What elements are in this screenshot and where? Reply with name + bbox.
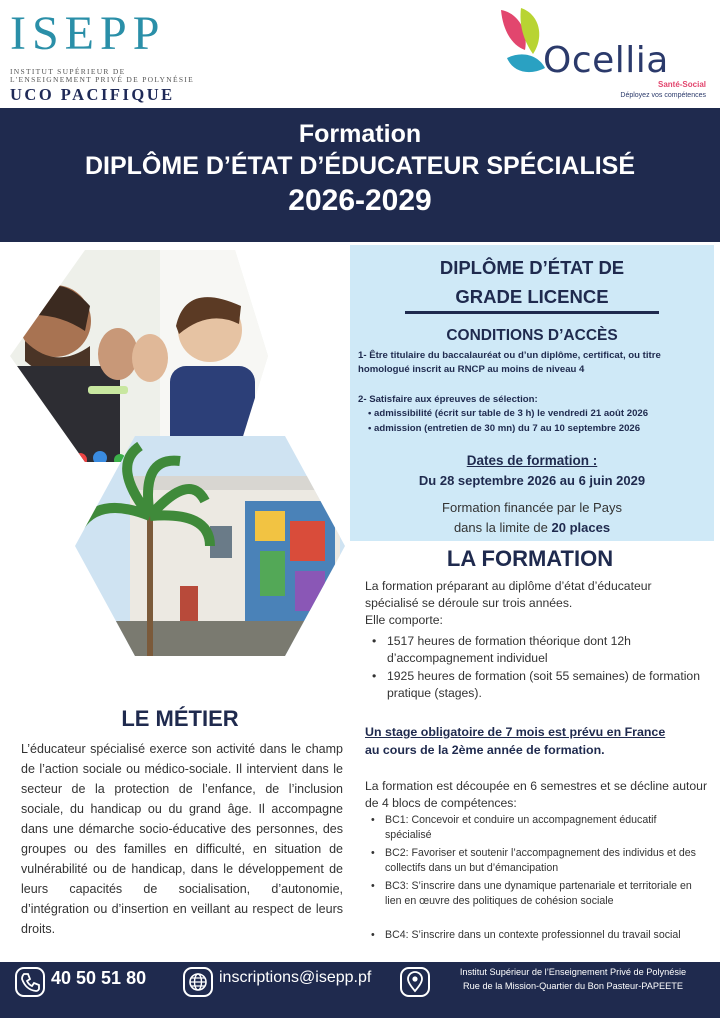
phone-icon [15, 967, 45, 997]
financing-places: 20 places [551, 520, 611, 535]
info-box [350, 245, 714, 541]
bloc-bc2: • BC2: Favoriser et soutenir l’accompagnement des individus et des collectifs dans un but d’émancipation [385, 846, 705, 876]
financing-line2 [350, 520, 714, 535]
condition-2-item-1-text: admissibilité (écrit sur table de 3 h) le vendredi 21 août 2026 [374, 408, 649, 419]
ocellia-tagline: Déployez vos compétences [620, 92, 706, 99]
dates-range: Du 28 septembre 2026 au 6 juin 2029 [418, 473, 646, 488]
financing-prefix: dans la limite de [453, 520, 552, 535]
dates-title: Dates de formation : [466, 453, 598, 468]
formation-comporte: Elle comporte: [365, 613, 443, 627]
footer-address [432, 965, 714, 993]
bloc-bc4: • BC4: S’inscrire dans un contexte professionnel du travail social [385, 928, 705, 943]
footer-email[interactable]: inscriptions@isepp.pf [219, 969, 372, 986]
ocellia-subtitle: Santé-Social [657, 80, 706, 89]
stage-notice [365, 723, 710, 759]
condition-2-item-2: • admission (entretien de 30 mn) du 7 au 10 septembre 2026 [368, 423, 641, 434]
footer-phone[interactable]: 40 50 51 80 [51, 968, 147, 988]
photo-building [70, 431, 350, 661]
condition-2-item-1: • admissibilité (écrit sur table de 3 h) le vendredi 21 août 2026 [368, 408, 649, 419]
financing-line1: Formation financée par le Pays [442, 500, 622, 515]
footer-address-line2: Rue de la Mission-Quartier du Bon Pasteur-PAPEETE [463, 981, 683, 991]
location-pin-icon [400, 967, 430, 997]
condition-2-item-2-text: admission (entretien de 30 mn) du 7 au 10 septembre 2026 [374, 423, 641, 434]
isepp-subtitle-line2: L'ENSEIGNEMENT PRIVÉ DE POLYNÉSIE [10, 74, 194, 84]
globe-icon [183, 967, 213, 997]
banner-diploma-title: DIPLÔME D’ÉTAT D’ÉDUCATEUR SPÉCIALISÉ [84, 152, 636, 180]
bloc-bc3: • BC3: S’inscrire dans une dynamique partenariale et territoriale en lien en œuvre des politiques de cohésion sociale [385, 879, 705, 909]
condition-2: 2- Satisfaire aux épreuves de sélection: [358, 394, 538, 405]
isepp-wordmark [10, 8, 205, 60]
stage-notice-underlined: Un stage obligatoire de 7 mois est prévu en France [365, 725, 666, 739]
photo-collage [0, 246, 360, 696]
formation-title: LA FORMATION [446, 546, 614, 571]
box-divider [405, 311, 659, 314]
box-title-line1: DIPLÔME D’ÉTAT DE [439, 257, 625, 278]
footer-bar [0, 962, 720, 1018]
metier-title: LE MÉTIER [121, 706, 239, 731]
box-title [350, 253, 714, 311]
box-title-line2: GRADE LICENCE [455, 286, 609, 307]
blocs-intro: La formation est découpée en 6 semestres et se décline autour de 4 blocs de compétences: [365, 779, 707, 810]
photo-educator-child [0, 246, 280, 467]
isepp-subtitle-line1: INSTITUT SUPÉRIEUR DE [10, 67, 126, 76]
title-banner [0, 108, 720, 242]
banner-years: 2026-2029 [288, 184, 432, 217]
banner-formation: Formation [298, 120, 422, 148]
formation-intro: La formation préparant au diplôme d’état d’éducateur spécialisé se déroule sur trois années. [365, 579, 652, 610]
ocellia-logo [495, 6, 710, 102]
isepp-logo [10, 8, 205, 106]
ocellia-wordmark: Ocellia [543, 40, 669, 81]
condition-1: 1- Être titulaire du baccalauréat ou d’un diplôme, certificat, ou titre homologué inscrit au RNCP au moins de niveau 4 [358, 350, 661, 375]
metier-text: L’éducateur spécialisé exerce son activité dans le champ de l’action sociale ou médico-sociale. Il intervient dans le secteur de la protection de l’enfance, de l’inclusion sociale, du handicap ou du grand âge. Il accompagne dans une démarche socio-éducative des personnes, des groupes ou des familles en difficulté, en situation de vulnérabilité ou de handicap, dans le développement de leurs capacités de socialisation, d’autonomie, d’intégration ou d’insertion en veillant au respect de leurs droits. [21, 742, 343, 936]
formation-item-1: • 1517 heures de formation théorique dont 12h d’accompagnement individuel [387, 633, 707, 667]
isepp-wordmark-text: ISEPP [10, 7, 166, 60]
stage-notice-rest: au cours de la 2ème année de formation. [365, 743, 605, 757]
conditions-title: CONDITIONS D’ACCÈS [446, 327, 618, 344]
formation-item-2: • 1925 heures de formation (soit 55 semaines) de formation pratique (stages). [387, 668, 707, 702]
isepp-uco-pacifique: UCO PACIFIQUE [10, 84, 175, 104]
bloc-bc1: • BC1: Concevoir et conduire un accompagnement éducatif spécialisé [385, 813, 705, 843]
footer-address-line1: Institut Supérieur de l’Enseignement Privé de Polynésie [459, 967, 687, 977]
